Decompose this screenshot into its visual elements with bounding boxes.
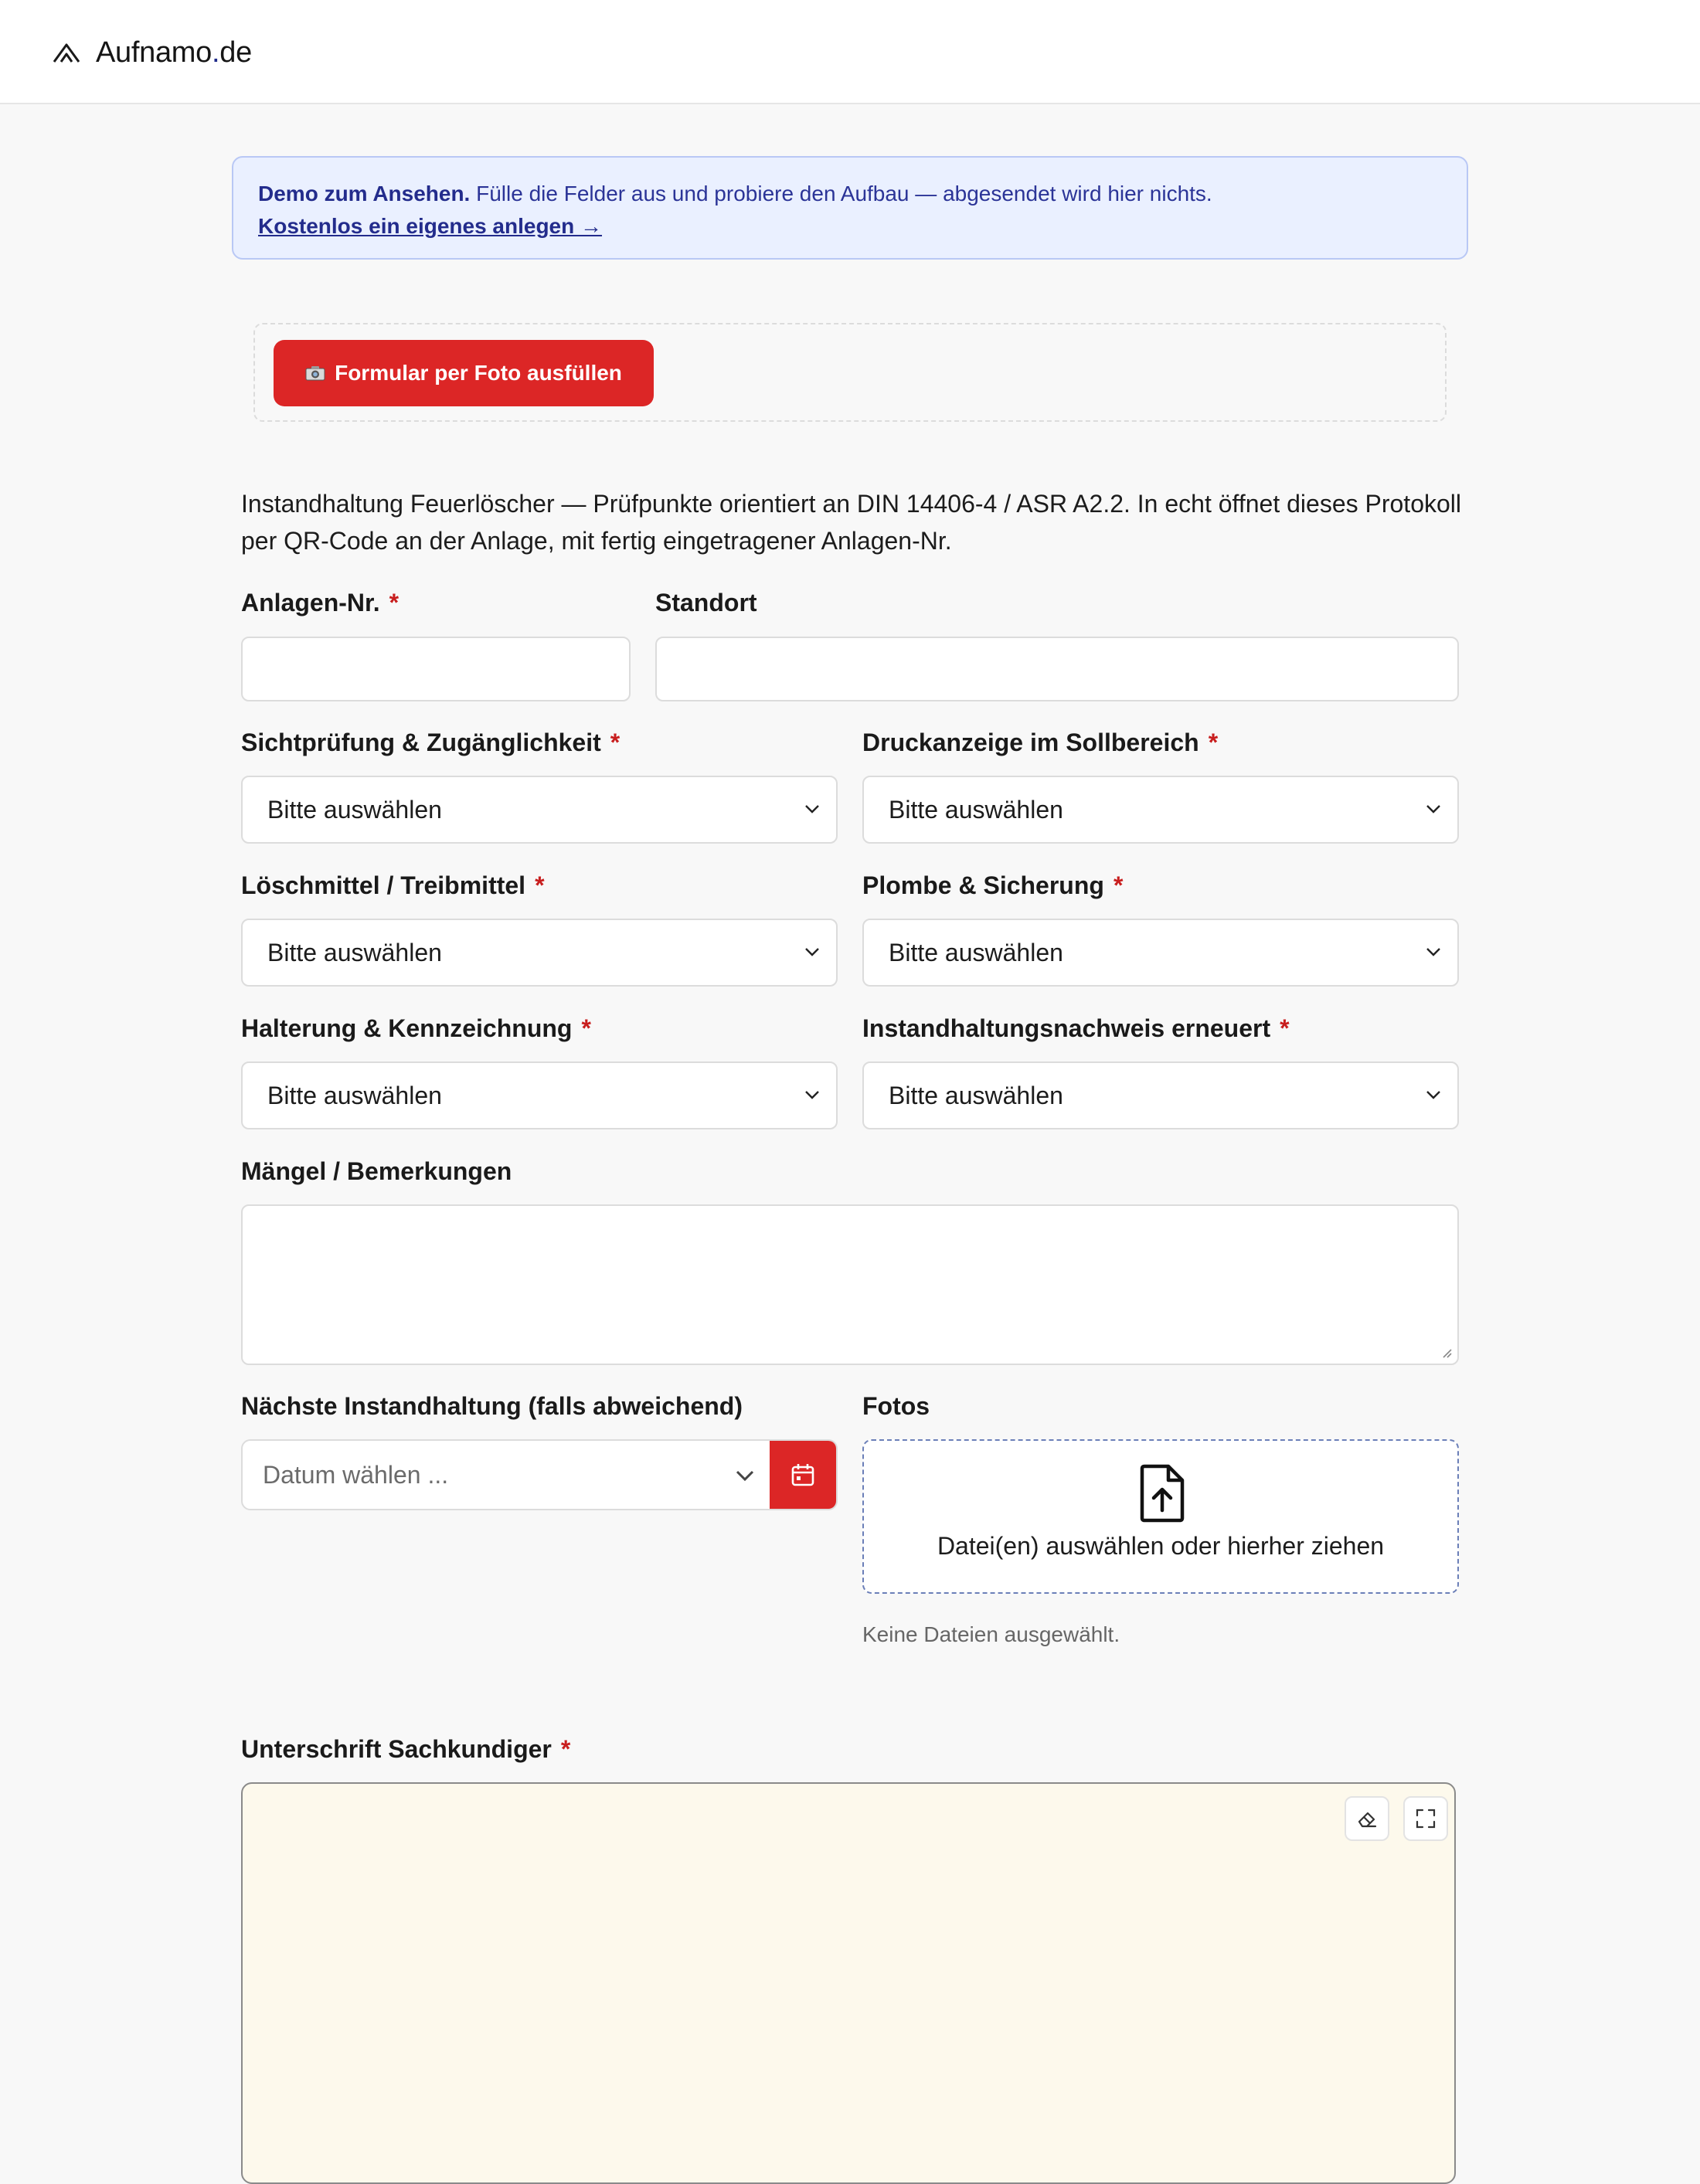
calendar-button[interactable]: [770, 1441, 836, 1509]
halterung-select[interactable]: [241, 1061, 838, 1129]
nachweis-label: Instandhaltungsnachweis erneuert *: [862, 1014, 1290, 1042]
anlagen-nr-label: Anlagen-Nr. *: [241, 589, 400, 616]
chevron-down-icon: [804, 803, 821, 814]
brand-logo[interactable]: [51, 31, 252, 74]
fullscreen-button[interactable]: [1403, 1796, 1448, 1841]
notice-text: Fülle die Felder aus und probiere den Aufbau — abgesendet wird hier nichts.: [470, 182, 1212, 205]
fullscreen-icon: [1415, 1808, 1436, 1829]
maengel-textarea[interactable]: [241, 1204, 1459, 1365]
required-marker: *: [1280, 1014, 1290, 1042]
required-marker: *: [389, 589, 400, 616]
sichtpruefung-select[interactable]: [241, 776, 838, 844]
signature-pad[interactable]: [241, 1782, 1456, 2184]
file-dropzone[interactable]: [862, 1439, 1459, 1594]
loeschmittel-value: Bitte auswählen: [267, 938, 442, 966]
mountain-chevron-icon: [51, 37, 82, 68]
sichtpruefung-label: Sichtprüfung & Zugänglichkeit *: [241, 729, 620, 756]
required-marker: *: [535, 871, 545, 899]
required-marker: *: [1113, 871, 1124, 899]
create-own-link[interactable]: Kostenlos ein eigenes anlegen →: [258, 214, 603, 238]
fotos-label: Fotos: [862, 1392, 930, 1420]
date-placeholder: Datum wählen ...: [263, 1461, 449, 1489]
standort-input[interactable]: [655, 637, 1459, 701]
top-header: [0, 0, 1700, 104]
required-marker: *: [560, 1735, 571, 1763]
plombe-label: Plombe & Sicherung *: [862, 871, 1124, 899]
druckanzeige-select[interactable]: [862, 776, 1459, 844]
fill-by-photo-button[interactable]: [274, 340, 654, 406]
druckanzeige-value: Bitte auswählen: [889, 795, 1063, 824]
next-date-picker[interactable]: [241, 1439, 838, 1510]
chevron-down-icon: [1425, 1089, 1442, 1100]
chevron-down-icon: [1425, 946, 1442, 957]
required-marker: *: [581, 1014, 591, 1042]
anlagen-nr-input[interactable]: [241, 637, 631, 701]
fill-by-photo-label: Formular per Foto ausfüllen: [335, 361, 622, 385]
required-marker: *: [610, 729, 620, 756]
halterung-value: Bitte auswählen: [267, 1081, 442, 1109]
loeschmittel-label: Löschmittel / Treibmittel *: [241, 871, 545, 899]
plombe-select[interactable]: [862, 919, 1459, 987]
standort-label: Standort: [655, 589, 757, 616]
resize-handle-icon[interactable]: [1440, 1347, 1453, 1359]
file-upload-icon: [1137, 1464, 1187, 1523]
eraser-icon: [1355, 1807, 1379, 1830]
required-marker: *: [1208, 729, 1219, 756]
chevron-down-icon: [1425, 803, 1442, 814]
naechste-label: Nächste Instandhaltung (falls abweichend): [241, 1392, 743, 1420]
nachweis-select[interactable]: [862, 1061, 1459, 1129]
dropzone-text: Datei(en) auswählen oder hierher ziehen: [937, 1532, 1385, 1560]
clear-signature-button[interactable]: [1345, 1796, 1389, 1841]
demo-notice: [232, 156, 1468, 260]
sichtpruefung-value: Bitte auswählen: [267, 795, 442, 824]
druckanzeige-label: Druckanzeige im Sollbereich *: [862, 729, 1219, 756]
photo-fill-area: [253, 323, 1447, 422]
chevron-down-icon: [804, 946, 821, 957]
camera-icon: [305, 365, 325, 381]
notice-bold: Demo zum Ansehen.: [258, 182, 471, 205]
loeschmittel-select[interactable]: [241, 919, 838, 987]
nachweis-value: Bitte auswählen: [889, 1081, 1063, 1109]
chevron-down-icon: [804, 1089, 821, 1100]
halterung-label: Halterung & Kennzeichnung *: [241, 1014, 591, 1042]
plombe-value: Bitte auswählen: [889, 938, 1063, 966]
chevron-down-icon[interactable]: [734, 1469, 756, 1483]
maengel-label: Mängel / Bemerkungen: [241, 1157, 512, 1185]
unterschrift-label: Unterschrift Sachkundiger *: [241, 1735, 571, 1763]
brand-name: Aufnamo.de: [96, 36, 252, 69]
file-status: Keine Dateien ausgewählt.: [862, 1622, 1120, 1646]
calendar-icon: [790, 1462, 816, 1488]
form-description: Instandhaltung Feuerlöscher — Prüfpunkte orientiert an DIN 14406-4 / ASR A2.2. In echt öffnet dieses Protokoll per QR-Code an der Anlage, mit fertig eingetragener Anlagen-Nr.: [241, 490, 1461, 555]
